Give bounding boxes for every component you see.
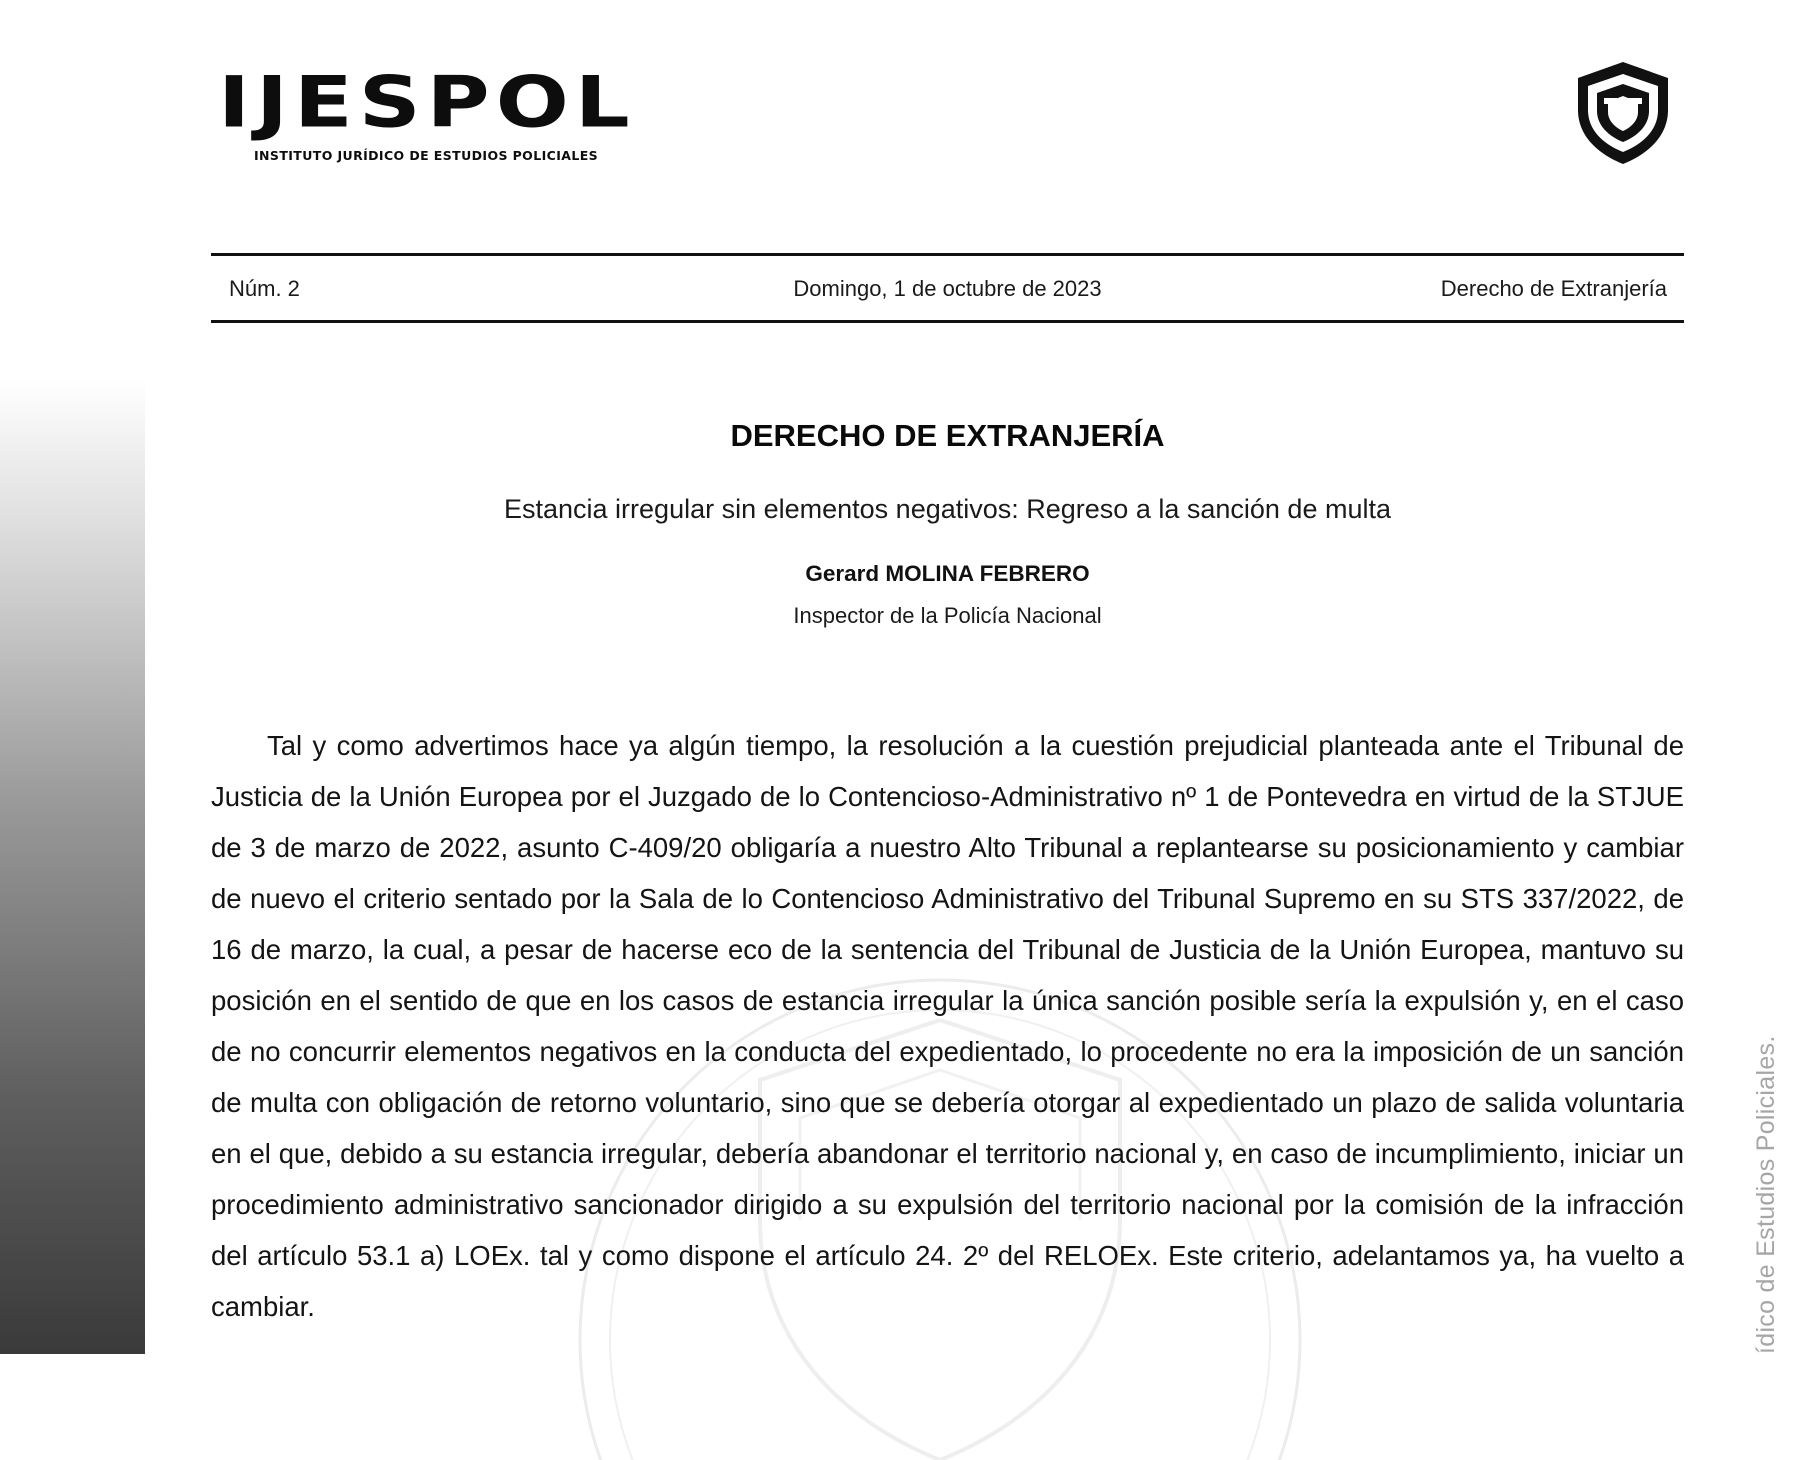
ijespol-logo — [218, 61, 688, 163]
section-heading: DERECHO DE EXTRANJERÍA — [730, 418, 1165, 453]
masthead-top-rule — [211, 253, 1684, 256]
issue-date: Domingo, 1 de octubre de 2023 — [793, 276, 1102, 301]
author-role: Inspector de la Policía Nacional — [793, 603, 1102, 628]
logo-wordmark: IJESPOL — [218, 61, 636, 144]
side-gradient-band — [0, 0, 145, 1354]
article-title: Estancia irregular sin elementos negativos: Regreso a la sanción de multa — [504, 494, 1391, 524]
shield-emblem-icon — [1568, 58, 1678, 168]
issue-number: Núm. 2 — [229, 276, 300, 301]
article-paragraph: Tal y como advertimos hace ya algún tiempo, la resolución a la cuestión prejudicial planteada ante el Tribunal de Justicia de la Unión Europea por el Juzgado de lo Contencioso-Administrativo nº 1 de Pontevedra en virtud de la STJUE de 3 de marzo de 2022, asunto C-409/20 obligaría a nuestro Alto Tribunal a replantearse su posicionamiento y cambiar de nuevo el criterio sentado por la Sala de lo Contencioso Administrativo del Tribunal Supremo en su STS 337/2022, de 16 de marzo, la cual, a pesar de hacerse eco de la sentencia del Tribunal de Justicia de la Unión Europea, mantuvo su posición en el sentido de que en los casos de estancia irregular la única sanción posible sería la expulsión y, en el caso de no concurrir elementos negativos en la conducta del expedientado, lo procedente no era la imposición de un sanción de multa con obligación de retorno voluntario, sino que se debería otorgar al expedientado un plazo de salida voluntaria en el que, debido a su estancia irregular, debería abandonar el territorio nacional y, en caso de incumplimiento, iniciar un procedimiento administrativo sancionador dirigido a su expulsión del territorio nacional por la comisión de la infracción del artículo 53.1 a) LOEx. tal y como dispone el artículo 24. 2º del RELOEx. Este criterio, adelantamos ya, ha vuelto a cambiar. — [211, 730, 1684, 1322]
logo-subtitle: INSTITUTO JURÍDICO DE ESTUDIOS POLICIALES — [254, 148, 599, 163]
issue-section: Derecho de Extranjería — [1440, 276, 1667, 301]
masthead-bottom-rule — [211, 320, 1684, 323]
margin-note: ídico de Estudios Policiales. — [1752, 1035, 1780, 1354]
author-name: Gerard MOLINA FEBRERO — [805, 561, 1090, 586]
